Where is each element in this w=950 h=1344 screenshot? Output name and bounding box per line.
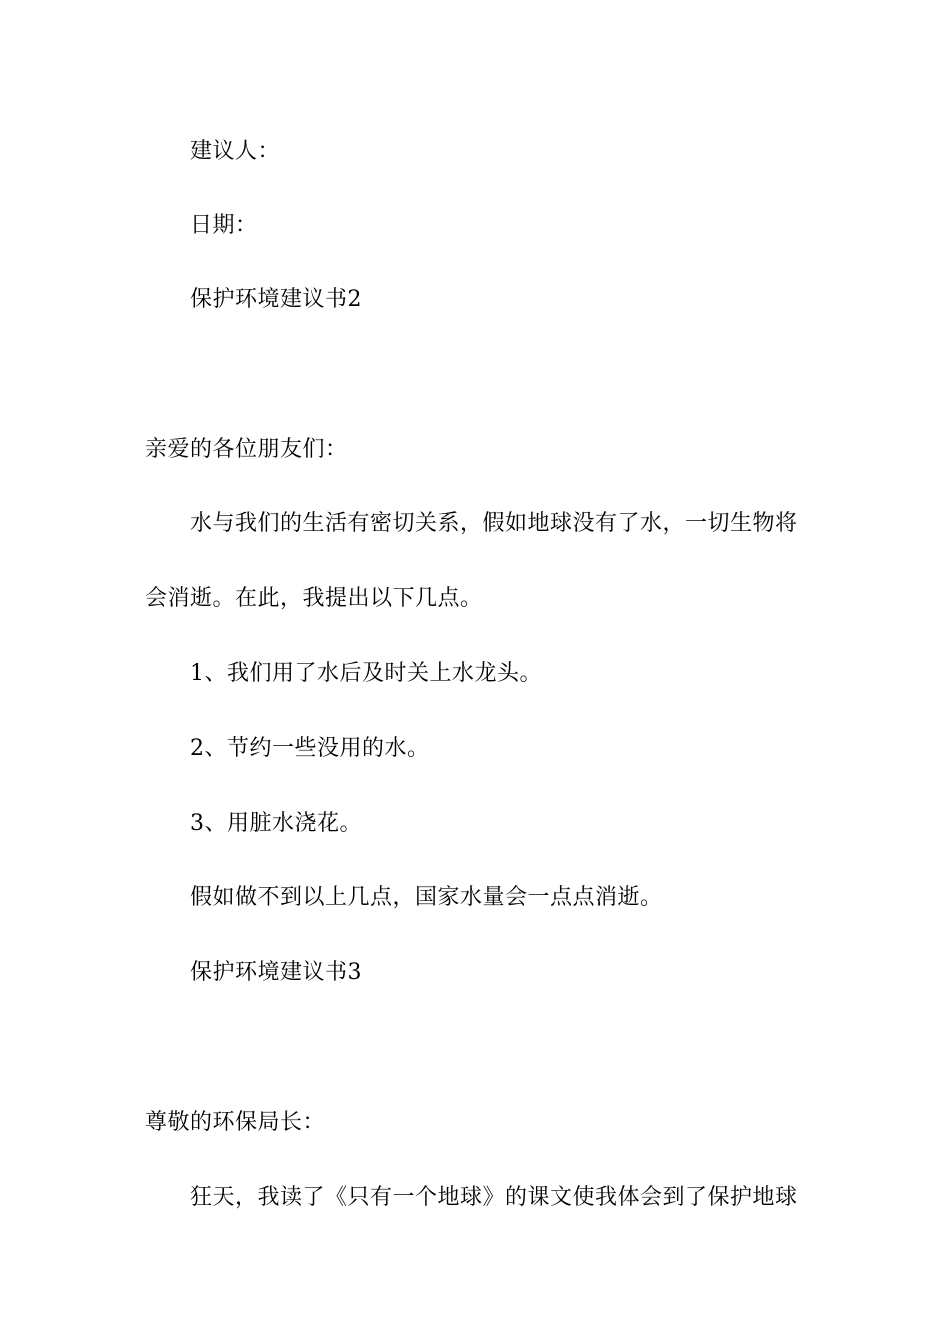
date-line: 日期：	[190, 213, 258, 238]
list-item-3: 3、用脏水浇花。	[190, 811, 362, 836]
list-item-2: 2、节约一些没用的水。	[190, 736, 430, 761]
section-heading-3: 保护环境建议书3	[190, 960, 362, 985]
paragraph-2-line-2: 会消逝。在此，我提出以下几点。	[145, 586, 483, 611]
section-heading-2: 保护环境建议书2	[190, 287, 362, 312]
signer-line: 建议人：	[190, 139, 281, 164]
salutation-2: 亲爱的各位朋友们：	[145, 437, 348, 462]
salutation-3: 尊敬的环保局长：	[145, 1110, 326, 1135]
paragraph-2-line-1: 水与我们的生活有密切关系，假如地球没有了水，一切生物将	[190, 511, 798, 536]
paragraph-3-line-1: 狂天，我读了《只有一个地球》的课文使我体会到了保护地球	[190, 1185, 798, 1210]
conclusion-2: 假如做不到以上几点，国家水量会一点点消逝。	[190, 885, 663, 910]
list-item-1: 1、我们用了水后及时关上水龙头。	[190, 661, 542, 686]
